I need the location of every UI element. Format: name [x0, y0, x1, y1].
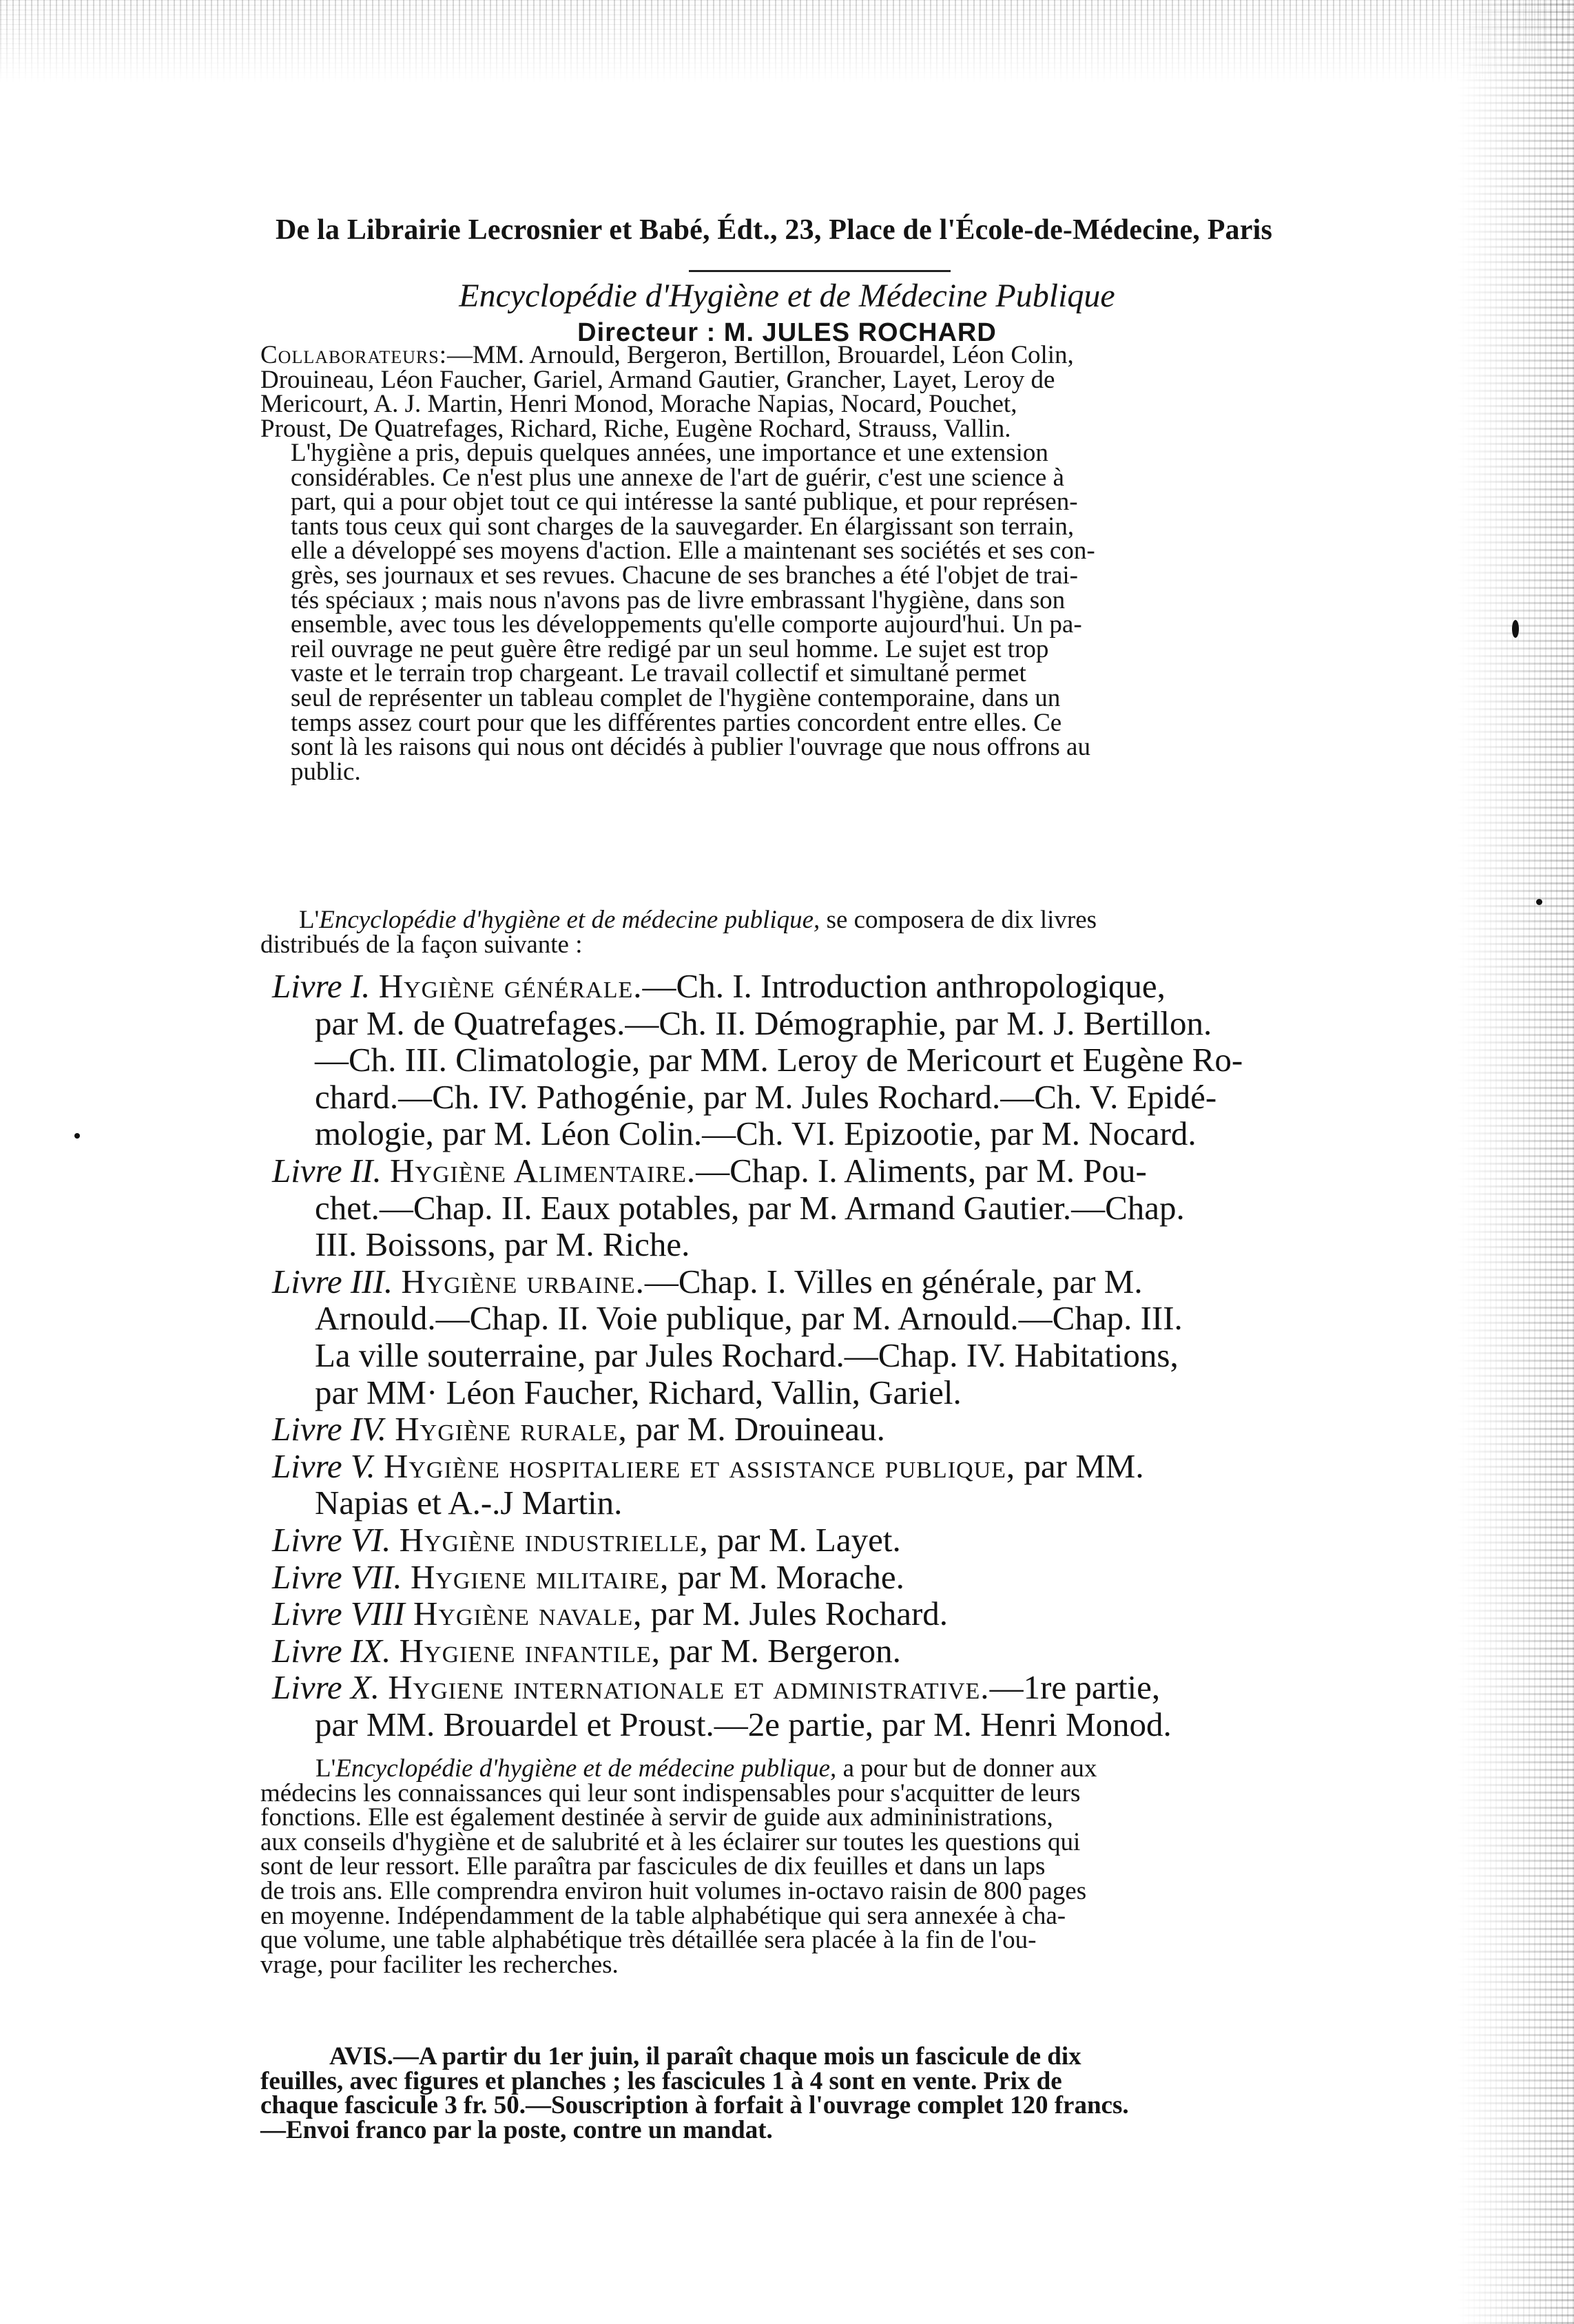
book-text: —1re partie,	[989, 1668, 1161, 1707]
book-subject: Hygiène Alimentaire.	[390, 1151, 696, 1190]
book-entry	[272, 1411, 1388, 1448]
purpose-line: fonctions. Elle est également destinée à servir de guide aux admininistrations,	[260, 1803, 1053, 1832]
book-entry	[272, 1595, 1388, 1632]
book-entry	[272, 1669, 1388, 1743]
collaborators-block	[260, 343, 1373, 441]
book-line	[272, 1190, 1388, 1227]
collaborators-line: Mericourt, A. J. Martin, Henri Monod, Morache Napias, Nocard, Pouchet,	[260, 390, 1017, 419]
book-entry	[272, 1448, 1388, 1522]
header-rule	[689, 270, 951, 272]
book-number: Livre X.	[272, 1668, 380, 1707]
book-text: par M. Drouineau.	[627, 1410, 885, 1449]
purpose-line: que volume, une table alphabétique très détaillée sera placée à la fin de l'ou-	[260, 1926, 1037, 1955]
scan-speck	[1512, 620, 1519, 638]
book-line	[272, 1448, 1388, 1485]
book-number: Livre II.	[272, 1151, 382, 1190]
intro-line: sont là les raisons qui nous ont décidés à publier l'ouvrage que nous offrons au	[291, 733, 1090, 762]
intro-line: tés spéciaux ; mais nous n'avons pas de livre embrassant l'hygiène, dans son	[291, 585, 1066, 614]
book-subject: Hygiene infantile,	[399, 1631, 661, 1670]
book-text: par M. Morache.	[669, 1557, 904, 1596]
book-line	[272, 1226, 1388, 1263]
book-line	[272, 1595, 1388, 1632]
book-line	[272, 1411, 1388, 1448]
book-subject: Hygiène hospitaliere et assistance publique,	[383, 1446, 1016, 1485]
book-subject: Hygiene internationale et administrative.	[388, 1668, 990, 1707]
book-number: Livre IV.	[272, 1410, 387, 1449]
book-text: —Chap. I. Villes en générale, par M.	[644, 1262, 1143, 1300]
book-line	[272, 1041, 1388, 1079]
intro-line: tants tous ceux qui sont charges de la sauvegarder. En élargissant son terrain,	[291, 512, 1075, 541]
intro-line: ensemble, avec tous les développements qu'elle comporte aujourd'hui. Un pa-	[291, 610, 1082, 639]
book-line	[272, 968, 1388, 1005]
book-line	[272, 1337, 1388, 1374]
book-text: par M. Bergeron.	[661, 1631, 901, 1670]
book-line	[272, 1374, 1388, 1411]
purpose-line: sont de leur ressort. Elle paraîtra par fascicules de dix feuilles et dans un laps	[260, 1852, 1046, 1881]
book-text: par MM· Léon Faucher, Richard, Vallin, Gariel.	[315, 1373, 962, 1411]
notice-line: chaque fascicule 3 fr. 50.—Souscription à forfait à l'ouvrage complet 120 francs.	[260, 2091, 1129, 2120]
purpose-line: de trois ans. Elle comprendra environ huit volumes in-octavo raisin de 800 pages	[260, 1876, 1087, 1905]
collaborators-line: Drouineau, Léon Faucher, Gariel, Armand Gautier, Grancher, Layet, Leroy de	[260, 365, 1055, 394]
purpose-line: médecins les connaissances qui leur sont indispensables pour s'acquitter de leurs	[260, 1778, 1081, 1807]
book-line	[272, 1632, 1388, 1670]
book-text: par MM.	[1015, 1446, 1144, 1485]
book-number: Livre IX.	[272, 1631, 391, 1670]
book-subject: Hygiène urbaine.	[401, 1262, 645, 1300]
purpose-line: L'Encyclopédie d'hygiène et de médecine publique, a pour but de donner aux	[315, 1754, 1097, 1783]
intro-line: L'hygiène a pris, depuis quelques années, une importance et une extension	[291, 439, 1048, 467]
book-subject: Hygiène industrielle,	[399, 1520, 709, 1559]
purpose-line: vrage, pour faciliter les recherches.	[260, 1950, 619, 1979]
purpose-line: aux conseils d'hygiène et de salubrité et à les éclairer sur toutes les questions qui	[260, 1827, 1081, 1856]
purpose-line: en moyenne. Indépendamment de la table alphabétique qui sera annexée à cha-	[260, 1901, 1066, 1930]
intro-line: seul de représenter un tableau complet de l'hygiène contemporaine, dans un	[291, 683, 1061, 712]
book-entry	[272, 1559, 1388, 1596]
intro-line: vaste et le terrain trop chargeant. Le travail collectif et simultané permet	[291, 659, 1026, 688]
director-line: Directeur : M. JULES ROCHARD	[577, 318, 997, 347]
book-line	[272, 1079, 1388, 1116]
scan-speck	[74, 1133, 80, 1139]
book-text: Napias et A.-.J Martin.	[315, 1484, 623, 1522]
book-text: mologie, par M. Léon Colin.—Ch. VI. Epizootie, par M. Nocard.	[315, 1114, 1197, 1153]
book-text: III. Boissons, par M. Riche.	[315, 1225, 690, 1264]
book-number: Livre VIII	[272, 1595, 405, 1633]
intro-line: considérables. Ce n'est plus une annexe de l'art de guérir, c'est une science à	[291, 463, 1064, 492]
book-subject: Hygiène rurale,	[395, 1410, 628, 1449]
book-subject: Hygiène navale,	[413, 1595, 643, 1633]
book-number: Livre VII.	[272, 1557, 402, 1596]
publisher-header: De la Librairie Lecrosnier et Babé, Édt., 23, Place de l'École-de-Médecine, Paris	[276, 214, 1273, 246]
intro-line: elle a développé ses moyens d'action. Elle a maintenant ses sociétés et ses con-	[291, 537, 1095, 566]
scan-speck	[1536, 899, 1542, 905]
book-text: par M. de Quatrefages.—Ch. II. Démographie, par M. J. Bertillon.	[315, 1004, 1212, 1042]
composition-line: distribués de la façon suivante :	[260, 930, 583, 959]
notice-paragraph	[260, 2044, 1373, 2142]
book-text: —Ch. III. Climatologie, par MM. Leroy de Mericourt et Eugène Ro-	[315, 1041, 1243, 1079]
intro-line: reil ouvrage ne peut guère être redigé par un seul homme. Le sujet est trop	[291, 634, 1049, 663]
book-text: —Ch. I. Introduction anthropologique,	[642, 967, 1166, 1005]
book-line	[272, 1706, 1388, 1743]
book-subject: Hygiene militaire,	[410, 1557, 670, 1596]
intro-line: part, qui a pour objet tout ce qui intéresse la santé publique, et pour représen-	[291, 488, 1078, 517]
book-text: chard.—Ch. IV. Pathogénie, par M. Jules Rochard.—Ch. V. Epidé-	[315, 1077, 1217, 1116]
intro-line: grès, ses journaux et ses revues. Chacune de ses branches a été l'objet de trai-	[291, 561, 1078, 590]
intro-paragraph	[260, 441, 1373, 784]
book-line	[272, 1484, 1388, 1522]
book-text: —Chap. I. Aliments, par M. Pou-	[696, 1151, 1147, 1190]
scan-noise-right	[1457, 0, 1574, 2324]
book-entry	[272, 1632, 1388, 1670]
collaborators-label: Collaborateurs:	[260, 341, 447, 369]
book-text: par M. Jules Rochard.	[642, 1595, 949, 1633]
book-line	[272, 1300, 1388, 1337]
book-line	[272, 1263, 1388, 1300]
encyclopedia-title: Encyclopédie d'Hygiène et de Médecine Publique	[459, 278, 1115, 314]
book-line	[272, 1559, 1388, 1596]
book-entry	[272, 968, 1388, 1152]
book-line	[272, 1152, 1388, 1190]
composition-line: L'Encyclopédie d'hygiène et de médecine publique, se composera de dix livres	[299, 906, 1097, 934]
book-number: Livre I.	[272, 967, 371, 1005]
book-number: Livre III.	[272, 1262, 393, 1300]
book-number: Livre VI.	[272, 1520, 391, 1559]
purpose-paragraph	[260, 1756, 1373, 1977]
book-text: par MM. Brouardel et Proust.—2e partie, par M. Henri Monod.	[315, 1705, 1172, 1743]
book-entry	[272, 1152, 1388, 1263]
book-text: Arnould.—Chap. II. Voie publique, par M. Arnould.—Chap. III.	[315, 1299, 1183, 1338]
scan-noise-top	[0, 0, 1574, 83]
composition-paragraph	[260, 908, 1373, 957]
intro-line: temps assez court pour que les différentes parties concordent entre elles. Ce	[291, 708, 1062, 737]
notice-line: feuilles, avec figures et planches ; les fascicules 1 à 4 sont en vente. Prix de	[260, 2066, 1062, 2095]
notice-line: AVIS.—A partir du 1er juin, il paraît chaque mois un fascicule de dix	[329, 2042, 1081, 2071]
book-text: chet.—Chap. II. Eaux potables, par M. Armand Gautier.—Chap.	[315, 1188, 1185, 1227]
collaborators-line: Proust, De Quatrefages, Richard, Riche, Eugène Rochard, Strauss, Vallin.	[260, 414, 1011, 443]
book-entry	[272, 1522, 1388, 1559]
book-entry	[272, 1263, 1388, 1411]
book-text: par M. Layet.	[708, 1520, 901, 1559]
book-line	[272, 1115, 1388, 1152]
collaborators-line: Collaborateurs:—MM. Arnould, Bergeron, Bertillon, Brouardel, Léon Colin,	[260, 341, 1074, 369]
book-line	[272, 1005, 1388, 1042]
notice-line: —Envoi franco par la poste, contre un mandat.	[260, 2115, 773, 2144]
intro-line: public.	[291, 757, 361, 786]
book-subject: Hygiène générale.	[378, 967, 643, 1005]
book-line	[272, 1522, 1388, 1559]
books-list	[272, 968, 1388, 1743]
book-line	[272, 1669, 1388, 1706]
book-number: Livre V.	[272, 1446, 375, 1485]
book-text: La ville souterraine, par Jules Rochard.—Chap. IV. Habitations,	[315, 1336, 1179, 1374]
